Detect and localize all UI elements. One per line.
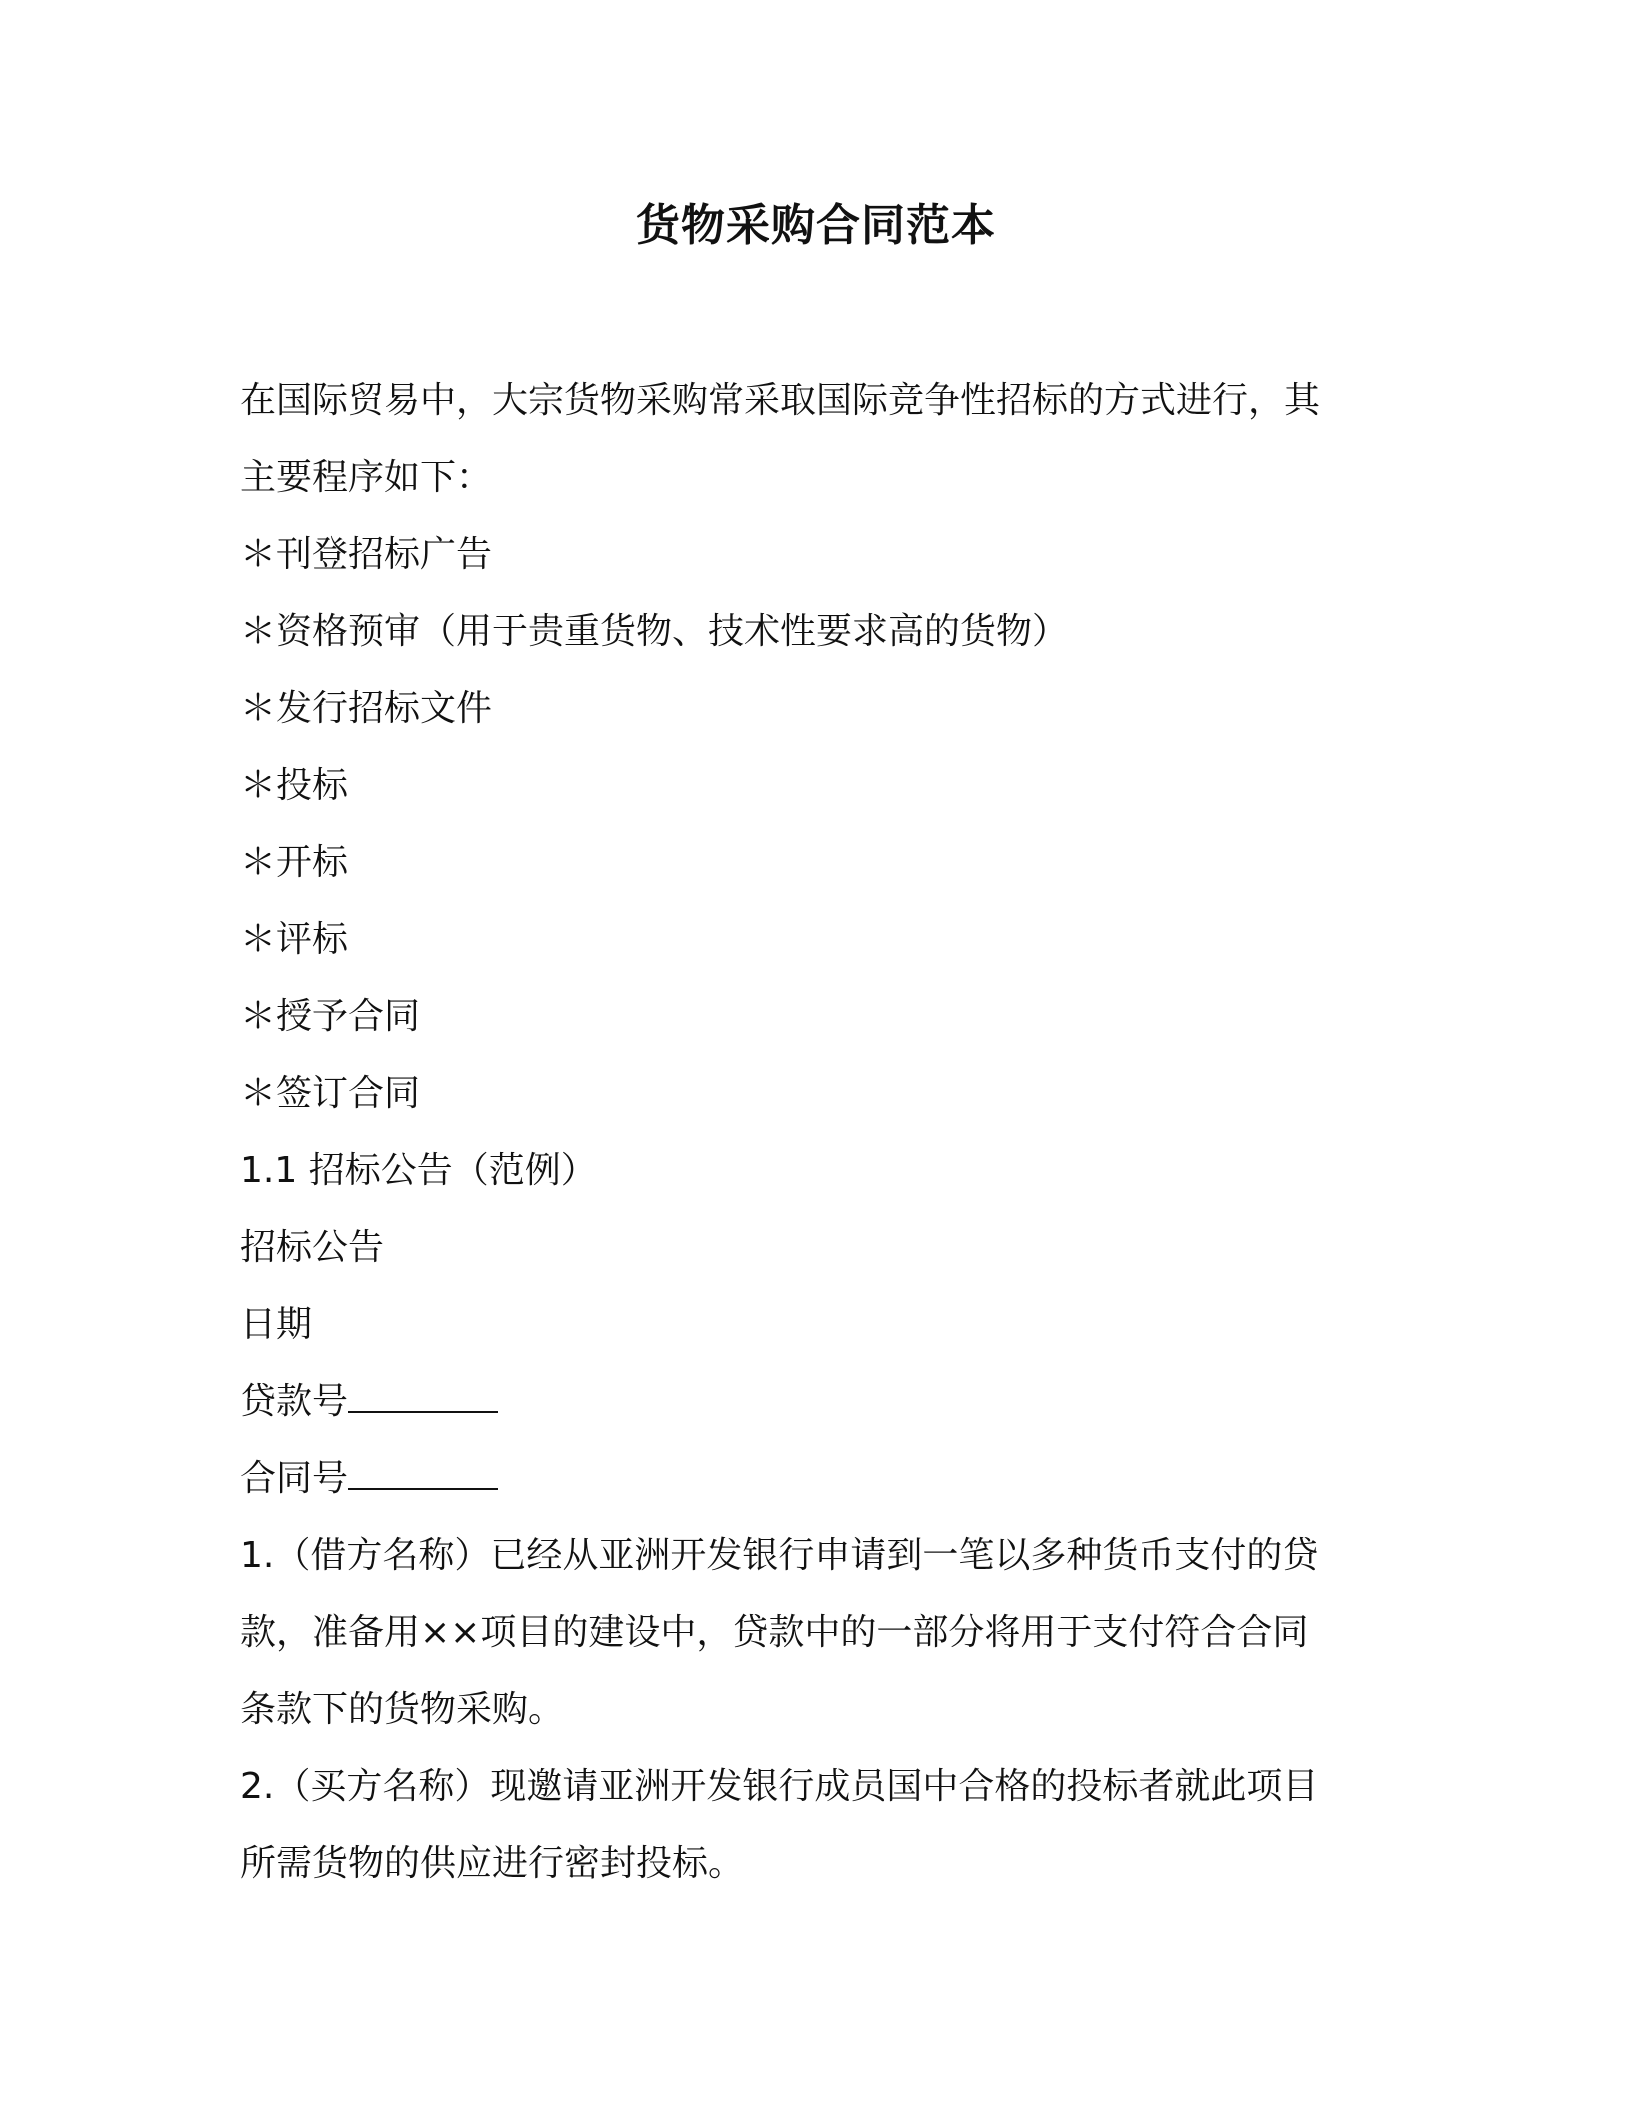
document-title: 货物采购合同范本 xyxy=(636,200,996,251)
section-heading-1-1: 1.1 招标公告（范例） xyxy=(240,1150,597,1191)
intro-line-2: 主要程序如下： xyxy=(240,457,493,498)
procedure-item-open: ＊开标 xyxy=(240,842,349,883)
procedure-item-prequalification: ＊资格预审（用于贵重货物、技术性要求高的货物） xyxy=(240,611,1069,652)
document-body xyxy=(240,362,1360,1902)
procedure-item-bid: ＊投标 xyxy=(240,765,349,806)
contract-number-blank xyxy=(348,1458,498,1490)
clause-2-line-2: 所需货物的供应进行密封投标。 xyxy=(240,1843,745,1884)
procedure-item-issue-documents: ＊发行招标文件 xyxy=(240,688,493,729)
procedure-item-evaluate: ＊评标 xyxy=(240,919,349,960)
procedure-item-sign: ＊签订合同 xyxy=(240,1073,421,1114)
clause-2-line-1: 2.（买方名称）现邀请亚洲开发银行成员国中合格的投标者就此项目 xyxy=(240,1766,1319,1807)
date-label: 日期 xyxy=(240,1304,313,1345)
procedure-item-advertise: ＊刊登招标广告 xyxy=(240,534,493,575)
loan-number-field xyxy=(240,1363,1360,1440)
contract-number-label: 合同号 xyxy=(240,1458,349,1499)
loan-number-blank xyxy=(348,1381,498,1413)
procedure-item-award: ＊授予合同 xyxy=(240,996,421,1037)
notice-heading: 招标公告 xyxy=(240,1227,385,1268)
clause-1-line-1: 1.（借方名称）已经从亚洲开发银行申请到一笔以多种货币支付的贷 xyxy=(240,1535,1319,1576)
contract-number-field xyxy=(240,1440,1360,1517)
loan-number-label: 贷款号 xyxy=(240,1381,349,1422)
intro-line-1: 在国际贸易中，大宗货物采购常采取国际竞争性招标的方式进行，其 xyxy=(240,380,1321,421)
clause-1-line-3: 条款下的货物采购。 xyxy=(240,1689,565,1730)
clause-1-line-2: 款，准备用××项目的建设中，贷款中的一部分将用于支付符合合同 xyxy=(240,1612,1309,1653)
